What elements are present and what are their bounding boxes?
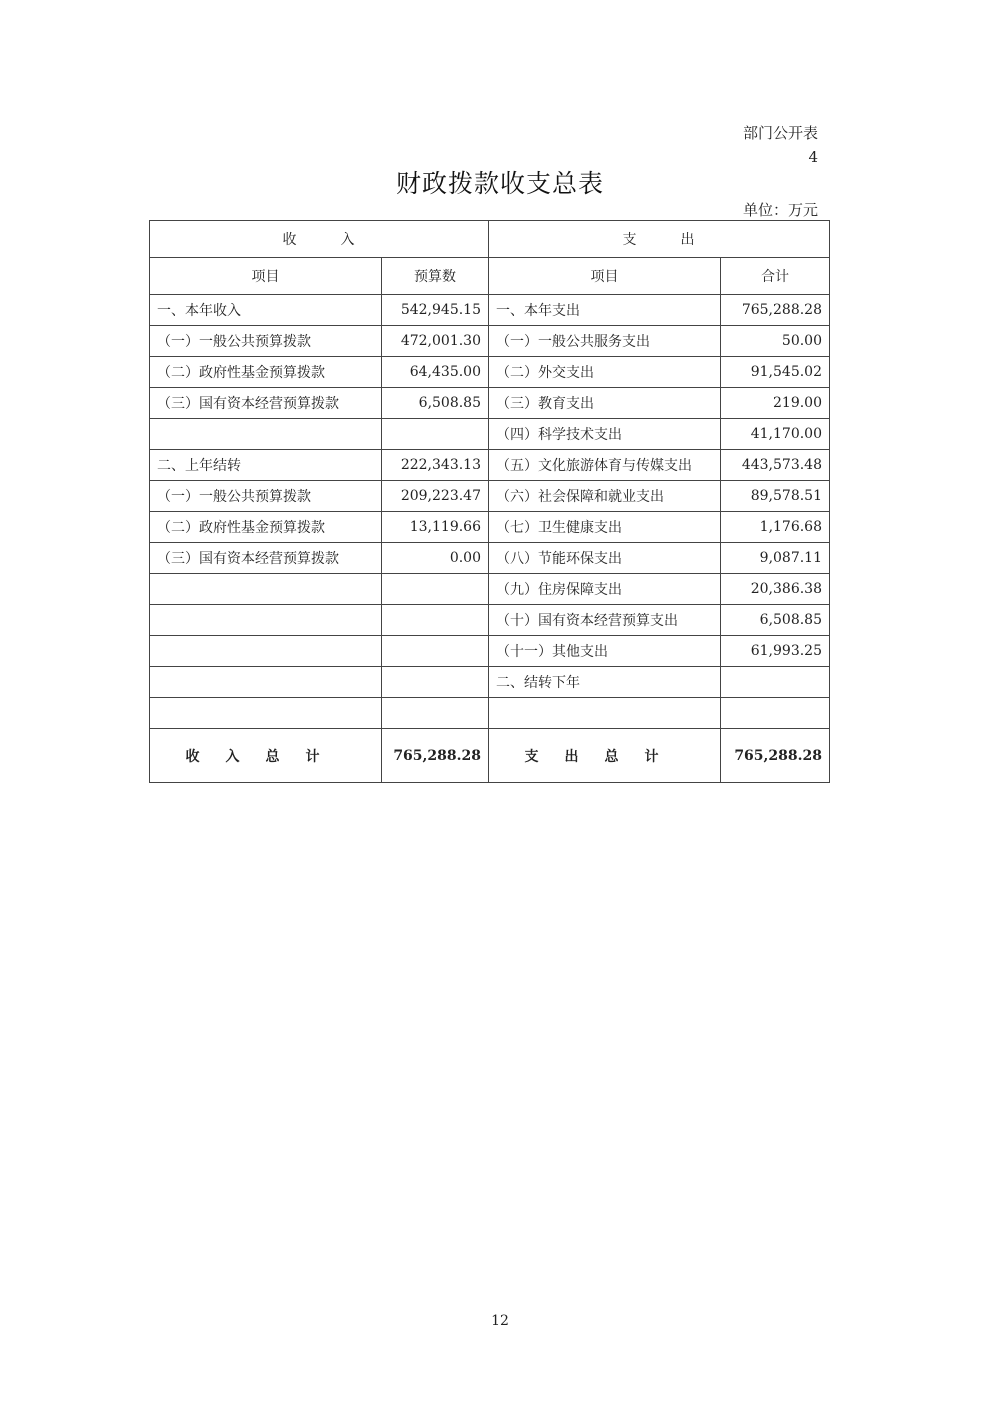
table-row <box>150 419 830 450</box>
income-item <box>150 605 382 636</box>
income-amount: 64,435.00 <box>382 357 489 388</box>
expense-amount: 20,386.38 <box>721 574 830 605</box>
income-item <box>150 636 382 667</box>
expense-total-label: 支出总计 <box>489 729 721 783</box>
unit-label: 单位：万元 <box>742 201 818 219</box>
income-amount <box>382 698 489 729</box>
table-row <box>150 388 830 419</box>
income-item: （二）政府性基金预算拨款 <box>150 357 382 388</box>
expense-item: （八）节能环保支出 <box>489 543 721 574</box>
total-row <box>150 729 830 783</box>
expense-item: （一）一般公共服务支出 <box>489 326 721 357</box>
col-expense-amount: 合计 <box>721 258 830 295</box>
income-amount <box>382 419 489 450</box>
col-income-amount: 预算数 <box>382 258 489 295</box>
budget-table <box>149 220 830 783</box>
expense-amount: 41,170.00 <box>721 419 830 450</box>
expense-item: （十）国有资本经营预算支出 <box>489 605 721 636</box>
table-group-header-row <box>150 221 830 258</box>
expense-total-amount: 765,288.28 <box>721 729 830 783</box>
expense-amount: 443,573.48 <box>721 450 830 481</box>
page-title: 财政拨款收支总表 <box>395 169 604 198</box>
income-total-label: 收入总计 <box>150 729 382 783</box>
expense-amount: 765,288.28 <box>721 295 830 326</box>
income-item <box>150 667 382 698</box>
income-item: （一）一般公共预算拨款 <box>150 326 382 357</box>
table-row <box>150 357 830 388</box>
income-item: （三）国有资本经营预算拨款 <box>150 543 382 574</box>
expense-item: （四）科学技术支出 <box>489 419 721 450</box>
expense-amount: 219.00 <box>721 388 830 419</box>
table-row <box>150 326 830 357</box>
income-amount: 209,223.47 <box>382 481 489 512</box>
income-amount: 472,001.30 <box>382 326 489 357</box>
income-amount: 0.00 <box>382 543 489 574</box>
expense-item: （七）卫生健康支出 <box>489 512 721 543</box>
income-amount: 13,119.66 <box>382 512 489 543</box>
corner-label-block <box>743 121 818 169</box>
expense-item: （三）教育支出 <box>489 388 721 419</box>
expense-amount: 1,176.68 <box>721 512 830 543</box>
corner-number: 4 <box>808 148 818 166</box>
expense-amount: 6,508.85 <box>721 605 830 636</box>
table-row <box>150 295 830 326</box>
table-row <box>150 450 830 481</box>
corner-label: 部门公开表 <box>742 124 818 142</box>
table-row <box>150 512 830 543</box>
income-amount <box>382 605 489 636</box>
income-item: 一、本年收入 <box>150 295 382 326</box>
expense-amount: 50.00 <box>721 326 830 357</box>
expense-item <box>489 698 721 729</box>
table-row <box>150 636 830 667</box>
col-expense-item: 项目 <box>489 258 721 295</box>
col-income-item: 项目 <box>150 258 382 295</box>
expense-item: （五）文化旅游体育与传媒支出 <box>489 450 721 481</box>
table-row <box>150 698 830 729</box>
expense-amount <box>721 667 830 698</box>
table-column-header-row <box>150 258 830 295</box>
income-amount <box>382 667 489 698</box>
page-number: 12 <box>491 1313 509 1329</box>
expense-amount: 9,087.11 <box>721 543 830 574</box>
expense-amount <box>721 698 830 729</box>
table-row <box>150 667 830 698</box>
income-amount: 542,945.15 <box>382 295 489 326</box>
expense-group-header: 支出 <box>489 221 830 258</box>
income-item <box>150 574 382 605</box>
expense-amount: 89,578.51 <box>721 481 830 512</box>
expense-item: （九）住房保障支出 <box>489 574 721 605</box>
expense-amount: 91,545.02 <box>721 357 830 388</box>
income-item: （一）一般公共预算拨款 <box>150 481 382 512</box>
table-row <box>150 574 830 605</box>
table-row <box>150 481 830 512</box>
income-item: （二）政府性基金预算拨款 <box>150 512 382 543</box>
expense-item: （十一）其他支出 <box>489 636 721 667</box>
expense-item: （二）外交支出 <box>489 357 721 388</box>
income-amount: 6,508.85 <box>382 388 489 419</box>
income-group-header: 收入 <box>150 221 489 258</box>
income-item <box>150 698 382 729</box>
income-amount: 222,343.13 <box>382 450 489 481</box>
income-item <box>150 419 382 450</box>
expense-item: 二、结转下年 <box>489 667 721 698</box>
income-amount <box>382 574 489 605</box>
expense-item: （六）社会保障和就业支出 <box>489 481 721 512</box>
income-total-amount: 765,288.28 <box>382 729 489 783</box>
expense-item: 一、本年支出 <box>489 295 721 326</box>
table-row <box>150 605 830 636</box>
income-amount <box>382 636 489 667</box>
income-item: （三）国有资本经营预算拨款 <box>150 388 382 419</box>
income-item: 二、上年结转 <box>150 450 382 481</box>
expense-amount: 61,993.25 <box>721 636 830 667</box>
table-row <box>150 543 830 574</box>
